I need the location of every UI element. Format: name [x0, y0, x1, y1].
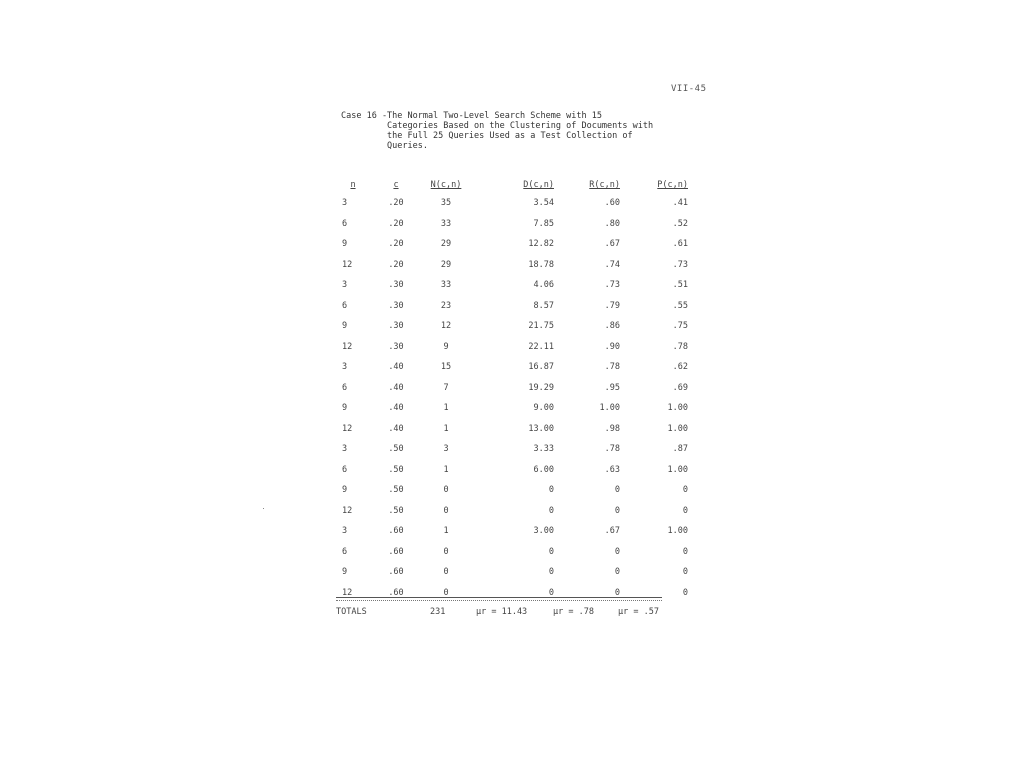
cell-rcn: 0	[614, 505, 620, 516]
table-row	[332, 275, 690, 296]
table-row	[332, 357, 690, 378]
cell-n: 9	[342, 321, 348, 332]
cell-dcn: 3.54	[533, 198, 554, 209]
cell-n: 6	[342, 382, 348, 393]
cell-rcn: .79	[604, 300, 620, 311]
cell-pcn: 0	[682, 567, 688, 578]
cell-rcn: .60	[604, 198, 620, 209]
cell-ncn: 33	[440, 280, 452, 291]
totals-row	[336, 607, 666, 621]
cell-dcn: 0	[548, 485, 554, 496]
totals-label: TOTALS	[336, 607, 367, 617]
cell-dcn: 0	[548, 546, 554, 557]
cell-rcn: .78	[604, 362, 620, 373]
table-row	[332, 480, 690, 501]
cell-ncn: 0	[443, 587, 449, 598]
cell-n: 12	[342, 423, 353, 434]
cell-pcn: .69	[672, 382, 688, 393]
cell-c: .20	[388, 218, 404, 229]
header-n: n	[350, 180, 356, 190]
totals-n: 231	[430, 607, 446, 617]
cell-dcn: 19.29	[528, 382, 554, 393]
cell-pcn: 0	[682, 505, 688, 516]
cell-ncn: 29	[440, 259, 452, 270]
cell-rcn: 0	[614, 567, 620, 578]
cell-c: .50	[388, 444, 404, 455]
cell-rcn: .63	[604, 464, 620, 475]
cell-n: 12	[342, 587, 353, 598]
cell-pcn: .41	[672, 198, 688, 209]
cell-dcn: 6.00	[533, 464, 554, 475]
cell-c: .60	[388, 567, 404, 578]
table-row	[332, 193, 690, 214]
cell-dcn: 4.06	[533, 280, 554, 291]
cell-rcn: .74	[604, 259, 620, 270]
cell-c: .60	[388, 587, 404, 598]
cell-ncn: 1	[443, 403, 449, 414]
cell-c: .40	[388, 423, 404, 434]
cell-pcn: .75	[672, 321, 688, 332]
cell-pcn: 0	[682, 485, 688, 496]
cell-ncn: 0	[443, 485, 449, 496]
cell-rcn: .80	[604, 218, 620, 229]
cell-pcn: .52	[672, 218, 688, 229]
cell-c: .40	[388, 403, 404, 414]
caption-text: The Normal Two-Level Search Scheme with 15 Categories Based on the Clustering of Documents with the Full 25 Queries Used as a Test Collection of Queries.	[387, 111, 654, 151]
cell-dcn: 0	[548, 505, 554, 516]
scan-speck	[263, 508, 264, 509]
cell-c: .60	[388, 546, 404, 557]
cell-pcn: .55	[672, 300, 688, 311]
header-row	[332, 170, 690, 193]
totals-rule	[336, 597, 662, 598]
cell-c: .20	[388, 239, 404, 250]
table-row	[332, 255, 690, 276]
totals-rule-dotted	[336, 600, 662, 601]
cell-dcn: 0	[548, 587, 554, 598]
cell-n: 9	[342, 403, 348, 414]
cell-rcn: 0	[614, 546, 620, 557]
cell-n: 3	[342, 362, 348, 373]
table-row	[332, 337, 690, 358]
cell-c: .50	[388, 464, 404, 475]
table-row	[332, 234, 690, 255]
cell-dcn: 18.78	[528, 259, 554, 270]
cell-c: .30	[388, 321, 404, 332]
cell-c: .20	[388, 198, 404, 209]
cell-n: 3	[342, 444, 348, 455]
cell-ncn: 33	[440, 218, 452, 229]
cell-rcn: .90	[604, 341, 620, 352]
totals-d-mean: μr = 11.43	[476, 607, 528, 617]
cell-n: 6	[342, 464, 348, 475]
cell-n: 3	[342, 280, 348, 291]
cell-pcn: 0	[682, 587, 688, 598]
cell-dcn: 8.57	[533, 300, 554, 311]
cell-rcn: 0	[614, 587, 620, 598]
caption-label: Case 16 -	[341, 111, 388, 121]
table-row	[332, 460, 690, 481]
cell-ncn: 23	[440, 300, 452, 311]
header-rcn: R(c,n)	[589, 180, 620, 190]
cell-c: .30	[388, 280, 404, 291]
cell-ncn: 29	[440, 239, 452, 250]
cell-ncn: 35	[440, 198, 452, 209]
cell-c: .30	[388, 300, 404, 311]
cell-rcn: .95	[604, 382, 620, 393]
cell-ncn: 3	[443, 444, 449, 455]
table-row	[332, 542, 690, 563]
header-c: c	[393, 180, 399, 190]
cell-c: .50	[388, 485, 404, 496]
cell-rcn: .78	[604, 444, 620, 455]
table-row	[332, 521, 690, 542]
cell-n: 12	[342, 341, 353, 352]
cell-ncn: 15	[440, 362, 452, 373]
table-row	[332, 562, 690, 583]
cell-rcn: 0	[614, 485, 620, 496]
cell-ncn: 12	[440, 321, 452, 332]
cell-pcn: .51	[672, 280, 688, 291]
totals-p-mean: μr = .57	[618, 607, 659, 617]
cell-c: .60	[388, 526, 404, 537]
cell-pcn: 0	[682, 546, 688, 557]
totals-r-mean: μr = .78	[553, 607, 594, 617]
table-row	[332, 501, 690, 522]
cell-ncn: 0	[443, 546, 449, 557]
cell-dcn: 7.85	[533, 218, 554, 229]
cell-dcn: 0	[548, 567, 554, 578]
cell-rcn: .67	[604, 526, 620, 537]
cell-ncn: 7	[443, 382, 449, 393]
cell-n: 6	[342, 546, 348, 557]
cell-ncn: 0	[443, 567, 449, 578]
cell-ncn: 1	[443, 526, 449, 537]
cell-n: 12	[342, 259, 353, 270]
cell-rcn: 1.00	[599, 403, 620, 414]
cell-c: .40	[388, 362, 404, 373]
cell-pcn: .61	[672, 239, 688, 250]
cell-c: .50	[388, 505, 404, 516]
cell-dcn: 9.00	[533, 403, 554, 414]
cell-n: 12	[342, 505, 353, 516]
header-pcn: P(c,n)	[657, 180, 688, 190]
cell-n: 6	[342, 300, 348, 311]
cell-dcn: 21.75	[528, 321, 554, 332]
cell-rcn: .67	[604, 239, 620, 250]
cell-n: 3	[342, 526, 348, 537]
cell-dcn: 12.82	[528, 239, 554, 250]
table-row	[332, 378, 690, 399]
cell-dcn: 13.00	[528, 423, 554, 434]
cell-n: 9	[342, 567, 348, 578]
table-row	[332, 316, 690, 337]
cell-ncn: 1	[443, 423, 449, 434]
results-table	[332, 170, 690, 603]
cell-dcn: 3.33	[533, 444, 554, 455]
table-row	[332, 398, 690, 419]
cell-pcn: 1.00	[667, 403, 688, 414]
cell-c: .30	[388, 341, 404, 352]
cell-dcn: 3.00	[533, 526, 554, 537]
header-dcn: D(c,n)	[523, 180, 554, 190]
cell-pcn: .62	[672, 362, 688, 373]
cell-pcn: 1.00	[667, 423, 688, 434]
cell-rcn: .73	[604, 280, 620, 291]
cell-n: 3	[342, 198, 348, 209]
table-body	[332, 193, 690, 603]
header-ncn: N(c,n)	[430, 180, 462, 190]
table-row	[332, 214, 690, 235]
cell-rcn: .86	[604, 321, 620, 332]
table-row	[332, 419, 690, 440]
cell-dcn: 16.87	[528, 362, 554, 373]
cell-ncn: 9	[443, 341, 449, 352]
cell-n: 9	[342, 485, 348, 496]
cell-pcn: .78	[672, 341, 688, 352]
cell-n: 9	[342, 239, 348, 250]
cell-pcn: .87	[672, 444, 688, 455]
cell-dcn: 22.11	[528, 341, 554, 352]
cell-c: .20	[388, 259, 404, 270]
table-row	[332, 439, 690, 460]
cell-ncn: 0	[443, 505, 449, 516]
cell-ncn: 1	[443, 464, 449, 475]
cell-rcn: .98	[604, 423, 620, 434]
table-row	[332, 296, 690, 317]
cell-pcn: 1.00	[667, 464, 688, 475]
cell-n: 6	[342, 218, 348, 229]
page-number: VII-45	[671, 84, 707, 94]
cell-c: .40	[388, 382, 404, 393]
cell-pcn: 1.00	[667, 526, 688, 537]
cell-pcn: .73	[672, 259, 688, 270]
